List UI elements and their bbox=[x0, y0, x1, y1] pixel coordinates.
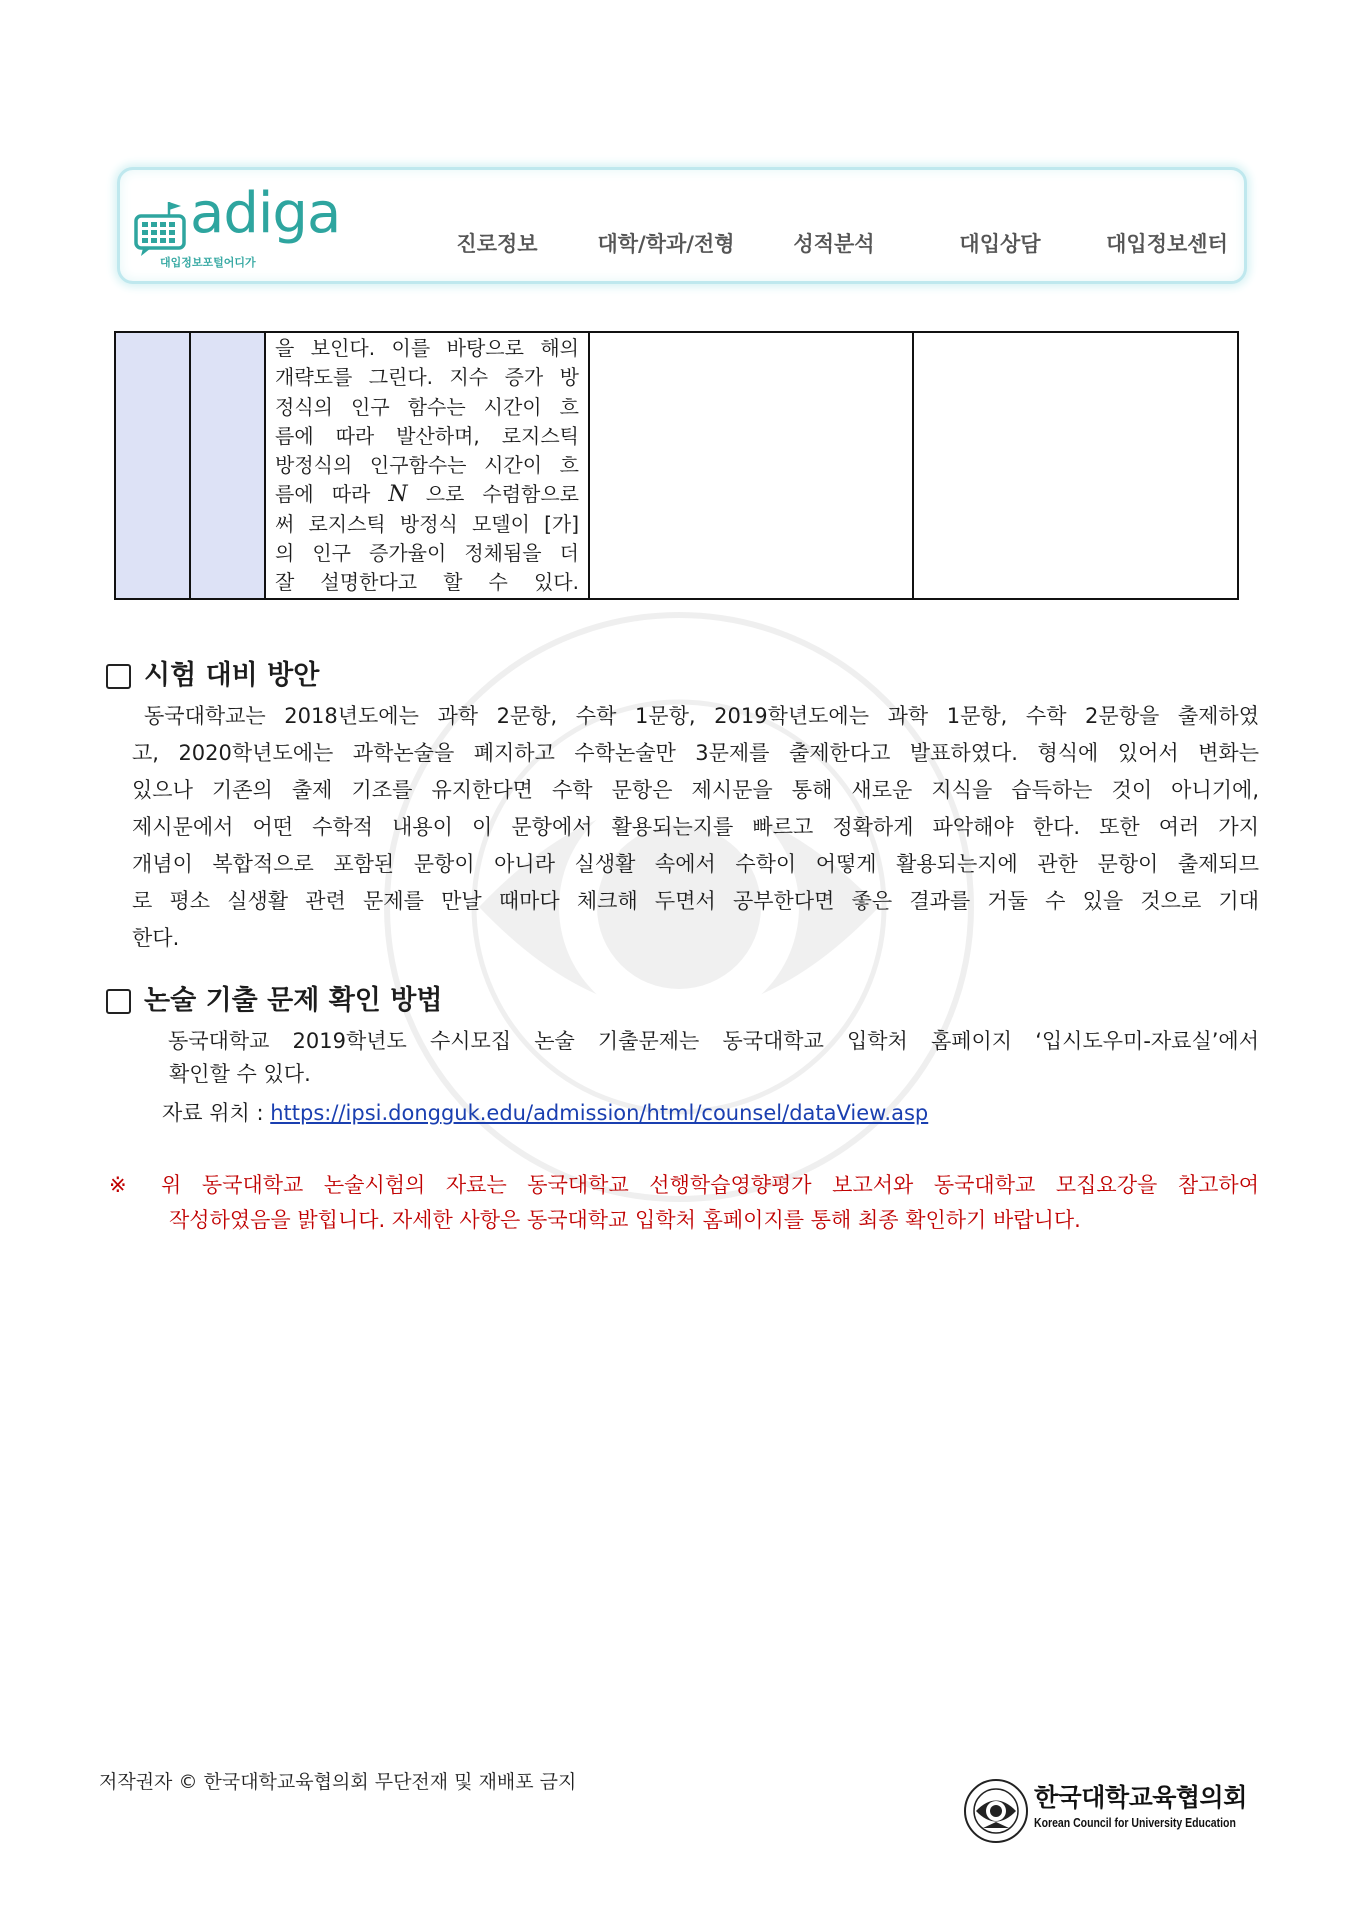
table-text-line: 정식의 인구 함수는 시간이 흐 bbox=[275, 394, 579, 419]
table-text-line: 의 인구 증가율이 정체됨을 더 bbox=[275, 541, 579, 566]
table-cell-empty bbox=[589, 332, 913, 599]
table-text-segment: 으로 수렴함으로 bbox=[407, 482, 579, 507]
table-text-line-with-math bbox=[275, 480, 579, 509]
org-name-english: Korean Council for University Education bbox=[1034, 1816, 1236, 1830]
data-location-label: 자료 위치 : bbox=[162, 1101, 271, 1125]
table-row bbox=[115, 332, 1238, 599]
copyright-notice: 저작권자 © 한국대학교육협의회 무단전재 및 재배포 금지 bbox=[99, 1771, 577, 1793]
checkbox-bullet-icon bbox=[106, 989, 131, 1014]
notice-line: ※ 위 동국대학교 논술시험의 자료는 동국대학교 선행학습영향평가 보고서와 동국대학교 모집요강을 참고하여 bbox=[109, 1173, 1259, 1197]
checkbox-bullet-icon bbox=[106, 664, 131, 689]
data-location-line bbox=[162, 1096, 928, 1130]
paragraph-line: 로 평소 실생활 관련 문제를 만날 때마다 체크해 두면서 공부한다면 좋은 결과를 거둘 수 있을 것으로 기대 bbox=[132, 889, 1259, 913]
table-text-line: 개략도를 그린다. 지수 증가 방 bbox=[275, 365, 579, 390]
math-symbol-n: N bbox=[388, 482, 408, 508]
adiga-header-banner bbox=[117, 167, 1247, 284]
table-cell-category bbox=[115, 332, 190, 599]
paragraph-line: 한다. bbox=[132, 926, 180, 950]
notice-line: 작성하였음을 밝힙니다. 자세한 사항은 동국대학교 입학처 홈페이지를 통해 최종 확인하기 바랍니다. bbox=[169, 1208, 1081, 1232]
table-cell-empty bbox=[913, 332, 1238, 599]
table-text-segment: 름에 따라 bbox=[275, 482, 389, 507]
nav-university-major-admission[interactable]: 대학/학과/전형 bbox=[597, 232, 735, 256]
table-text-line: 을 보인다. 이를 바탕으로 해의 bbox=[275, 336, 579, 360]
table-cell-subcategory bbox=[190, 332, 265, 599]
nav-grade-analysis[interactable]: 성적분석 bbox=[793, 232, 875, 256]
paragraph-line: 있으나 기존의 출제 기조를 유지한다면 수학 문항은 제시문을 통해 새로운 지식을 습득하는 것이 아니기에, bbox=[132, 778, 1259, 802]
school-building-flag-icon bbox=[133, 200, 191, 258]
table-text-line: 름에 따라 발산하며, 로지스틱 bbox=[275, 423, 579, 448]
section-title-past-exam-lookup: 논술 기출 문제 확인 방법 bbox=[144, 985, 443, 1016]
table-text-line: 잘 설명한다고 할 수 있다. bbox=[275, 570, 579, 595]
table-text-line: 써 로지스틱 방정식 모델이 [가] bbox=[275, 511, 579, 536]
adiga-logo-text[interactable]: adiga bbox=[190, 181, 341, 246]
paragraph-line: 제시문에서 어떤 수학적 내용이 이 문항에서 활용되는지를 빠르고 정확하게 파악해야 한다. 또한 여러 가지 bbox=[132, 815, 1259, 839]
paragraph-line: 고, 2020학년도에는 과학논술을 폐지하고 수학논술만 3문제를 출제한다고 발표하였다. 형식에 있어서 변화는 bbox=[132, 741, 1259, 765]
table-cell-content bbox=[265, 332, 589, 599]
nav-admission-info-center[interactable]: 대입정보센터 bbox=[1106, 232, 1228, 256]
exam-preparation-paragraph bbox=[132, 698, 1259, 957]
nav-career-info[interactable]: 진로정보 bbox=[456, 232, 538, 256]
org-name-korean: 한국대학교육협의회 bbox=[1034, 1783, 1247, 1812]
question-analysis-table bbox=[114, 331, 1239, 600]
nav-admission-counseling[interactable]: 대입상담 bbox=[959, 232, 1041, 256]
past-exam-info-line: 동국대학교 2019학년도 수시모집 논술 기출문제는 동국대학교 입학처 홈페이지 ‘입시도우미-자료실’에서 bbox=[168, 1029, 1259, 1053]
past-exam-info-line: 확인할 수 있다. bbox=[169, 1062, 311, 1086]
adiga-logo-subtitle: 대입정보포털어디가 bbox=[160, 256, 256, 269]
section-title-exam-preparation: 시험 대비 방안 bbox=[144, 660, 320, 691]
paragraph-line: 개념이 복합적으로 포함된 문항이 아니라 실생활 속에서 수학이 어떻게 활용되는지에 관한 문항이 출제되므 bbox=[132, 852, 1259, 876]
table-text-line: 방정식의 인구함수는 시간이 흐 bbox=[275, 453, 579, 478]
kcue-emblem-icon bbox=[963, 1778, 1029, 1844]
data-location-link[interactable]: https://ipsi.dongguk.edu/admission/html/counsel/dataView.asp bbox=[270, 1101, 929, 1125]
paragraph-line: 동국대학교는 2018년도에는 과학 2문항, 수학 1문항, 2019학년도에는 과학 1문항, 수학 2문항을 출제하였 bbox=[144, 704, 1259, 728]
table-cell-text bbox=[266, 333, 588, 598]
